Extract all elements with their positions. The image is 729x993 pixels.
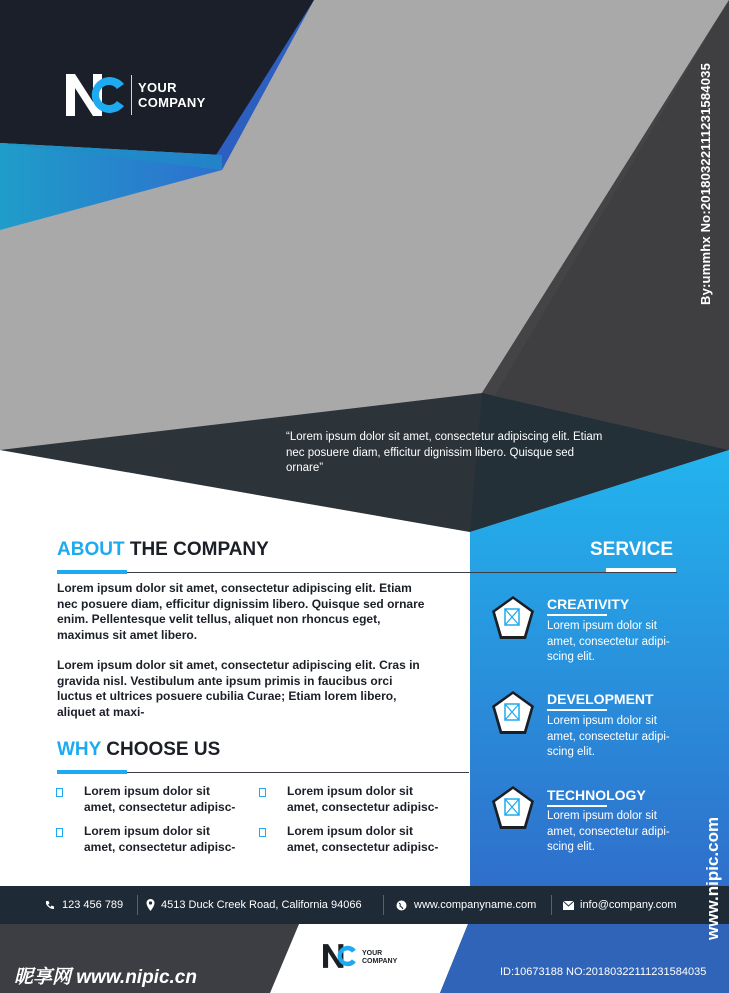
footer-logo-line-2: COMPANY xyxy=(362,958,398,965)
contact-address: 4513 Duck Creek Road, California 94066 xyxy=(161,899,362,911)
service-desc-line: Lorem ipsum dolor sit xyxy=(547,810,657,822)
service-desc-line: amet, consectetur adipi- xyxy=(547,825,670,838)
service-desc-technology xyxy=(547,809,687,856)
creativity-icon xyxy=(490,595,536,641)
why-item-line: amet, consectetur adipisc- xyxy=(84,840,236,854)
service-heading: SERVICE xyxy=(590,539,674,560)
service-underline xyxy=(606,568,676,572)
about-paragraph-1: Lorem ipsum dolor sit amet, consectetur adipiscing elit. Etiam nec posuere diam, efficitur dignissim libero. Quisque sed ornare enim. Pellentesque velit tellus, aliquet non rhoncus eget, maximus sit amet libero. xyxy=(57,581,425,642)
why-item xyxy=(287,823,457,855)
checkbox-icon xyxy=(56,828,63,837)
why-heading xyxy=(57,739,220,761)
contact-email[interactable]: info@company.com xyxy=(580,899,677,911)
service-title-technology: TECHNOLOGY xyxy=(547,787,646,803)
service-title-underline xyxy=(547,614,607,616)
service-title-creativity: CREATIVITY xyxy=(547,596,630,612)
logo-line-1: YOUR xyxy=(138,80,177,95)
checkbox-icon xyxy=(56,788,63,797)
why-item-line: amet, consectetur adipisc- xyxy=(84,800,236,814)
service-desc-creativity xyxy=(547,619,687,666)
location-pin-icon xyxy=(146,899,155,911)
envelope-icon xyxy=(563,901,574,910)
why-item-line: amet, consectetur adipisc- xyxy=(287,840,439,854)
service-desc-line: scing elit. xyxy=(547,746,595,758)
nipic-side-watermark: www.nipic.com xyxy=(703,816,722,940)
contact-separator xyxy=(137,895,138,915)
footer-nc-logo-icon xyxy=(323,944,357,968)
checkbox-icon xyxy=(259,788,266,797)
why-heading-rest: CHOOSE US xyxy=(100,739,221,760)
why-item-line: Lorem ipsum dolor sit xyxy=(287,824,414,838)
service-desc-line: Lorem ipsum dolor sit xyxy=(547,620,657,632)
about-heading-rest: THE COMPANY xyxy=(124,539,269,560)
service-desc-line: scing elit. xyxy=(547,651,595,663)
why-underline xyxy=(57,770,127,774)
side-watermark: By:ummhx No:20180322111231584035 xyxy=(698,62,713,305)
logo-divider xyxy=(131,75,132,115)
service-desc-line: amet, consectetur adipi- xyxy=(547,730,670,743)
service-desc-line: amet, consectetur adipi- xyxy=(547,635,670,648)
why-item-line: Lorem ipsum dolor sit xyxy=(84,824,211,838)
logo-line-2: COMPANY xyxy=(138,95,206,110)
logo-wordmark xyxy=(138,80,206,110)
why-item-line: Lorem ipsum dolor sit xyxy=(84,784,211,798)
globe-icon xyxy=(396,900,407,911)
about-heading-accent: ABOUT xyxy=(57,539,125,560)
about-paragraph-2: Lorem ipsum dolor sit amet, consectetur adipiscing elit. Cras in gravida nisl. Vestibulum ante ipsum primis in faucibus orci luctus et ultrices posuere cubilia Curae; Etiam lorem libero, aliquet at maxi- xyxy=(57,658,420,719)
nipic-watermark: 昵享网 www.nipic.cn xyxy=(14,967,197,988)
service-title-underline xyxy=(547,709,607,711)
technology-icon xyxy=(490,785,536,831)
why-item xyxy=(84,823,254,855)
footer-logo-line-1: YOUR xyxy=(362,950,383,957)
why-item xyxy=(84,783,254,815)
service-desc-line: scing elit. xyxy=(547,841,595,853)
why-heading-accent: WHY xyxy=(57,739,101,760)
why-item-line: Lorem ipsum dolor sit xyxy=(287,784,414,798)
contact-separator xyxy=(383,895,384,915)
service-desc-development xyxy=(547,714,687,761)
contact-separator xyxy=(551,895,552,915)
hero-quote: “Lorem ipsum dolor sit amet, consectetur adipiscing elit. Etiam nec posuere diam, efficitur dignissim libero. Quisque sed ornare” xyxy=(286,431,603,474)
service-title-underline xyxy=(547,805,607,807)
development-icon xyxy=(490,690,536,736)
nc-logo-icon xyxy=(66,74,126,116)
service-desc-line: Lorem ipsum dolor sit xyxy=(547,715,657,727)
footer-logo-wordmark xyxy=(362,950,397,966)
why-item xyxy=(287,783,457,815)
phone-icon xyxy=(45,900,55,910)
checkbox-icon xyxy=(259,828,266,837)
about-underline xyxy=(57,570,127,574)
about-heading xyxy=(57,539,269,561)
about-divider xyxy=(57,572,677,573)
contact-phone: 123 456 789 xyxy=(62,899,124,911)
why-item-line: amet, consectetur adipisc- xyxy=(287,800,439,814)
contact-website[interactable]: www.companyname.com xyxy=(414,899,537,911)
nipic-id-watermark: ID:10673188 NO:20180322111231584035 xyxy=(500,966,707,978)
service-title-development: DEVELOPMENT xyxy=(547,691,654,707)
